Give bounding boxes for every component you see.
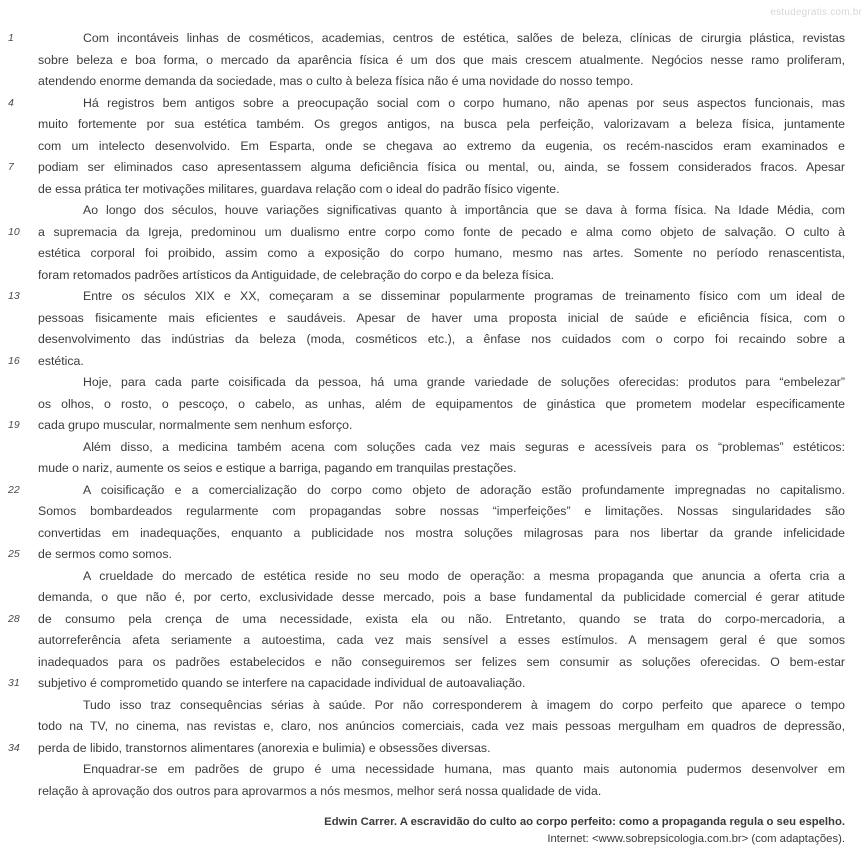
text-line: 22 A coisificação e a comercialização do corpo como objeto de adoração estão profundamente impregnadas no capitalismo. bbox=[38, 480, 845, 502]
text-line: 16 estética. bbox=[38, 351, 845, 373]
text-line: sobre beleza e boa forma, o mercado da aparência física é um dos que mais crescem atualmente. Negócios nesse ramo proliferam, bbox=[38, 52, 845, 67]
text-line: 1 Com incontáveis linhas de cosméticos, academias, centros de estética, salões de beleza, clínicas de cirurgia plástica, revistas bbox=[38, 28, 845, 50]
text-line: de essa prática ter motivações militares, guardava relação com o ideal do padrão físico vigente. bbox=[38, 181, 560, 196]
text-line: Enquadrar-se em padrões de grupo é uma necessidade humana, mas quanto mais autonomia pudermos desenvolver em bbox=[83, 762, 845, 776]
text-line: 25 de sermos como somos. bbox=[38, 544, 845, 566]
line-number: 28 bbox=[8, 612, 20, 625]
text-line: desenvolvimento das indústrias da beleza (moda, cosméticos etc.), a ênfase nos cuidados com o corpo foi recaindo sobre a bbox=[38, 332, 845, 346]
text-line: Hoje, para cada parte coisificada da pessoa, há uma grande variedade de soluções oferecidas: produtos para “embelezar” bbox=[83, 375, 845, 389]
text-line: estética corporal foi proibido, assim como a exposição do corpo humano, mesmo nas artes. Somente no período renascentista, bbox=[38, 246, 845, 260]
text-line: 19 cada grupo muscular, normalmente sem nenhum esforço. bbox=[38, 415, 845, 437]
text-line: 28 de consumo pela crença de uma necessidade, exista ela ou não. Entretanto, quando se trata do corpo-mercadoria, a bbox=[38, 609, 845, 631]
line-number: 25 bbox=[8, 548, 20, 560]
text-line: 34 perda de libido, transtornos alimentares (anorexia e bulimia) e obsessões diversas. bbox=[38, 738, 845, 760]
text-line: 4 Há registros bem antigos sobre a preocupação social com o corpo humano, não apenas por seus aspectos funcionais, mas bbox=[38, 93, 845, 115]
citation-block bbox=[38, 814, 845, 847]
text-line: A crueldade do mercado de estética reside no seu modo de operação: a mesma propaganda que anuncia a oferta cria a bbox=[83, 568, 845, 583]
line-number: 7 bbox=[8, 161, 14, 173]
text-line: mude o nariz, aumente os seios e estique a barriga, pagando em tranquilas prestações. bbox=[38, 461, 517, 475]
text-line: 13 Entre os séculos XIX e XX, começaram a se disseminar popularmente programas de treinamento físico com um ideal de bbox=[38, 286, 845, 308]
citation-source: Internet: <www.sobrepsicologia.com.br> (com adaptações). bbox=[547, 832, 845, 845]
text-line: Tudo isso traz consequências sérias à saúde. Por não corresponderem à imagem do corpo perfeito que aparece o tempo bbox=[83, 697, 845, 712]
line-number: 10 bbox=[8, 225, 20, 238]
text-line: relação à aprovação dos outros para aprovarmos a nós mesmos, melhor será nossa qualidade de vida. bbox=[38, 783, 602, 798]
text-line: demanda, o que não é, por certo, exclusividade desse mercado, pois a base fundamental da publicidade comercial é gerar atitude bbox=[38, 590, 845, 604]
text-line: com um intelecto desenvolvido. Em Esparta, onde se chegava ao extremo da eugenia, os recém-nascidos eram examinados e bbox=[38, 138, 845, 153]
line-number: 22 bbox=[8, 483, 20, 496]
text-line: inadequados para os padrões estabelecidos e não conseguiremos ser felizes sem consumir as soluções oferecidas. O bem-estar bbox=[38, 654, 845, 669]
text-line: 7 podiam ser eliminados caso apresentassem alguma deficiência física ou mental, ou, ainda, se fossem considerados fracos. Apesar bbox=[38, 157, 845, 179]
text-line: foram retomados padrões artísticos da Antiguidade, de celebração do corpo e da beleza física. bbox=[38, 267, 555, 282]
text-line: muito fortemente por sua estética também. Os gregos antigos, na busca pela perfeição, valorizavam a beleza física, juntamente bbox=[38, 117, 845, 131]
text-line: Além disso, a medicina também acena com soluções cada vez mais seguras e acessíveis para os “problemas” estéticos: bbox=[83, 439, 845, 454]
text-line: Ao longo dos séculos, houve variações significativas quanto à importância que se dava à forma física. Na Idade Média, com bbox=[83, 203, 845, 217]
text-line: 31 subjetivo é comprometido quando se interfere na capacidade individual de autoavaliação. bbox=[38, 673, 845, 695]
watermark: estudegratis.com.br bbox=[770, 7, 862, 18]
text-body bbox=[8, 28, 845, 802]
text-line: todo na TV, no cinema, nas revistas e, claro, nos anúncios comerciais, cada vez mais pessoas mergulham em quadros de depressão, bbox=[38, 719, 845, 733]
citation-author-title: Edwin Carrer. A escravidão do culto ao corpo perfeito: como a propaganda regula o seu espelho. bbox=[324, 816, 845, 828]
line-number: 16 bbox=[8, 354, 20, 367]
line-number: 4 bbox=[8, 96, 14, 109]
line-number: 1 bbox=[8, 32, 14, 44]
text-line: convertidas em inadequações, enquanto a publicidade nos mostra soluções milagrosas para nos libertar da grande infelicidade bbox=[38, 525, 845, 540]
line-number: 13 bbox=[8, 290, 20, 302]
text-line: autorreferência afeta seriamente a autoestima, cada vez mais sensível a esses estímulos. A mensagem geral é que somos bbox=[38, 633, 845, 647]
line-number: 34 bbox=[8, 741, 20, 754]
line-number: 31 bbox=[8, 677, 20, 689]
text-line: pessoas fisicamente mais eficientes e saudáveis. Apesar de haver uma proposta inicial de saúde e eficiência física, com o bbox=[38, 310, 845, 325]
text-line: os olhos, o rosto, o pescoço, o cabelo, as unhas, além de equipamentos de ginástica que prometem modelar especificamente bbox=[38, 396, 845, 411]
text-line: 10 a supremacia da Igreja, predominou um dualismo entre corpo como fonte de pecado e alma como objeto de salvação. O culto à bbox=[38, 222, 845, 244]
line-number: 19 bbox=[8, 419, 20, 431]
text-line: atendendo enorme demanda da sociedade, mas o culto à beleza física não é uma novidade do nosso tempo. bbox=[38, 74, 634, 88]
text-line: Somos bombardeados regularmente com propagandas sobre nossas “imperfeições” e limitações. Nossas singularidades são bbox=[38, 504, 845, 518]
